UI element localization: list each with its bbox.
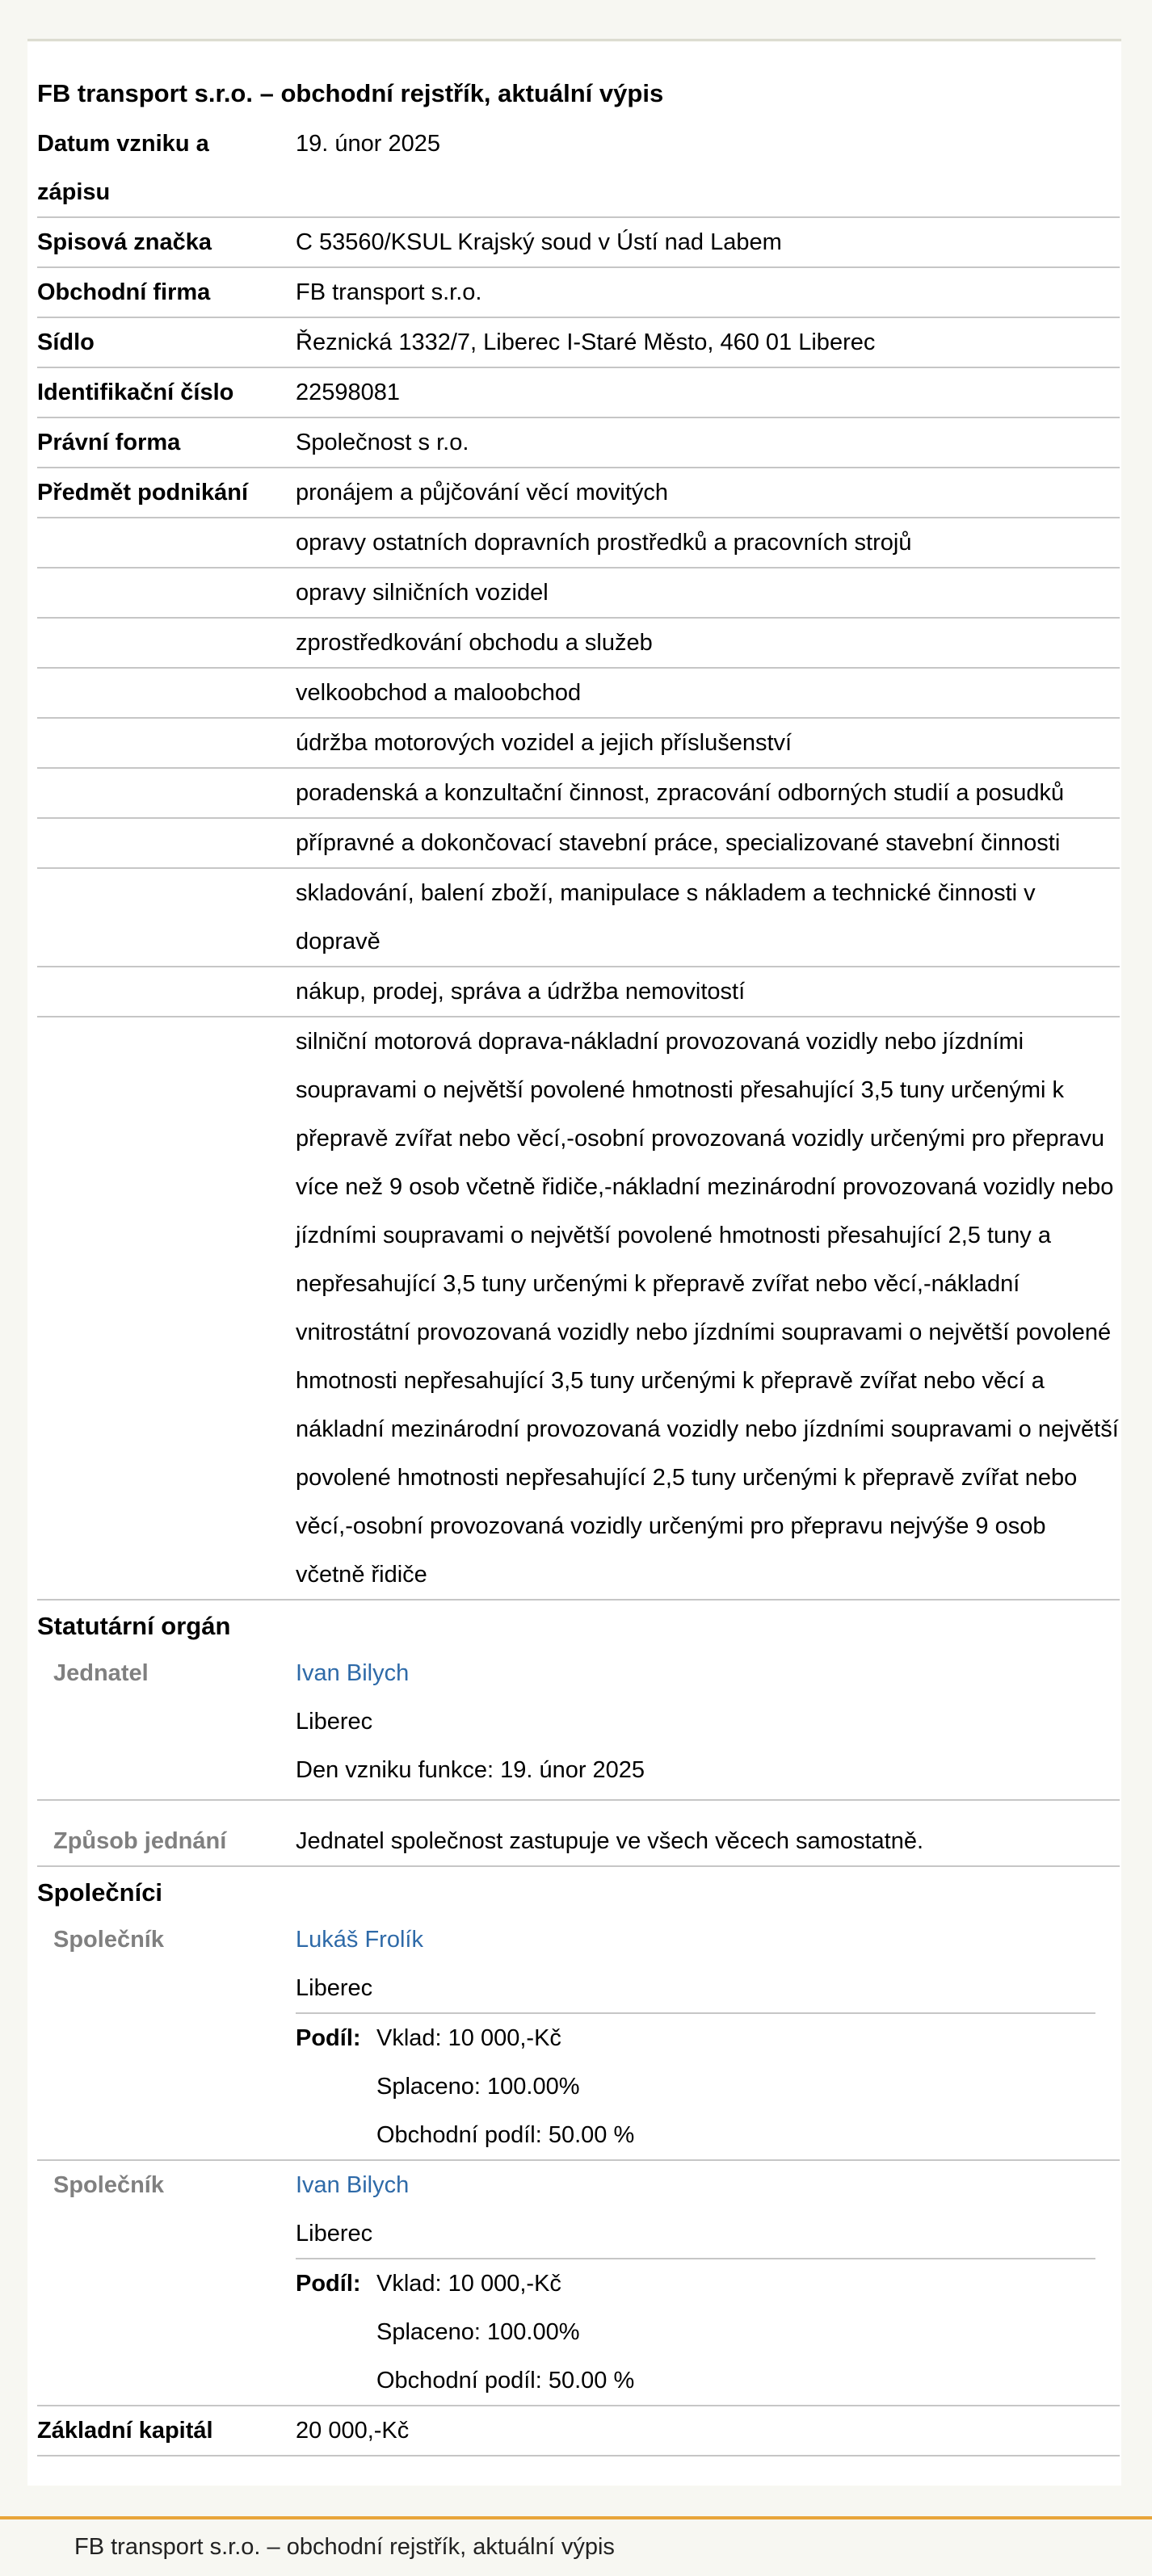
activity-row bbox=[37, 819, 1120, 869]
activity-label: Předmět podnikání bbox=[37, 480, 249, 506]
activity-item: přípravné a dokončovací stavební práce, specializované stavební činnosti bbox=[296, 830, 1061, 856]
person-link[interactable]: Ivan Bilych bbox=[296, 2172, 410, 2198]
zpusob-jednani-value: Jednatel společnost zastupuje ve všech věcech samostatně. bbox=[296, 1828, 924, 1854]
field-label: Sídlo bbox=[37, 329, 95, 355]
footer-divider bbox=[0, 2516, 1152, 2519]
activity-item: silniční motorová doprava-nákladní provozovaná vozidly nebo jízdními soupravami o největší povolené hmotnosti přesahující 3,5 tuny určenými k přepravě zvířat nebo věcí,-osobní provozovaná vozidly určenými pro přepravu více než 9 osob včetně řidiče,-nákladní mezinárodní provozovaná vozidly nebo jízdními soupravami o největší povolené hmotnosti přesahující 2,5 tuny a nepřesahující 3,5 tuny určenými k přepravě zvířat nebo věcí,-nákladní vnitrostátní provozovaná vozidly nebo jízdními soupravami o největší povolené hmotnosti nepřesahující 3,5 tuny určenými k přepravě zvířat nebo věcí a nákladní mezinárodní provozovaná vozidly nebo jízdními soupravami o největší povolené hmotnosti nepřesahující 2,5 tuny určenými k přepravě zvířat nebo věcí,-osobní provozovaná vozidly určenými pro přepravu nejvýše 9 osob včetně řidiče bbox=[296, 1029, 1119, 1588]
activity-item: pronájem a půjčování věcí movitých bbox=[296, 480, 668, 506]
activity-row bbox=[37, 518, 1120, 568]
activity-item: zprostředkování obchodu a služeb bbox=[296, 630, 653, 656]
activity-item: poradenská a konzultační činnost, zpracování odborných studií a posudků bbox=[296, 780, 1065, 806]
share-ratio: Obchodní podíl: 50.00 % bbox=[376, 2368, 635, 2393]
activity-item: nákup, prodej, správa a údržba nemovitostí bbox=[296, 979, 746, 1005]
field-label: Spisová značka bbox=[37, 229, 212, 255]
activity-row bbox=[37, 669, 1120, 719]
activity-row bbox=[37, 468, 1120, 518]
footer-text: FB transport s.r.o. – obchodní rejstřík, aktuální výpis bbox=[74, 2534, 615, 2560]
capital-value: 20 000,-Kč bbox=[296, 2418, 410, 2444]
field-label: Identifikační číslo bbox=[37, 380, 234, 405]
field-row-pravni-forma bbox=[37, 418, 1120, 468]
share-block bbox=[296, 2012, 1095, 2159]
jednatel-label: Jednatel bbox=[53, 1660, 149, 1686]
shareholder-row bbox=[37, 1915, 1120, 2161]
person-city: Liberec bbox=[296, 2221, 373, 2247]
activity-row bbox=[37, 568, 1120, 619]
person-city: Liberec bbox=[296, 1709, 373, 1735]
activity-row bbox=[37, 1017, 1120, 1601]
activity-row bbox=[37, 967, 1120, 1017]
shareholder-row bbox=[37, 2161, 1120, 2406]
field-label: Obchodní firma bbox=[37, 279, 211, 305]
activity-row bbox=[37, 769, 1120, 819]
capital-row bbox=[37, 2406, 1120, 2456]
field-label: Datum vzniku a zápisu bbox=[37, 131, 209, 205]
register-extract-card bbox=[27, 42, 1121, 2486]
person-link[interactable]: Lukáš Frolík bbox=[296, 1927, 423, 1953]
shareholder-label: Společník bbox=[53, 1927, 164, 1953]
share-ratio: Obchodní podíl: 50.00 % bbox=[376, 2122, 635, 2148]
jednatel-row bbox=[37, 1649, 1120, 1801]
page-title: FB transport s.r.o. – obchodní rejstřík, aktuální výpis bbox=[37, 79, 664, 107]
share-deposit: Vklad: 10 000,-Kč bbox=[376, 2025, 561, 2051]
field-row-datum bbox=[37, 120, 1120, 218]
share-label: Podíl: bbox=[296, 2025, 361, 2051]
activity-item: skladování, balení zboží, manipulace s nákladem a technické činnosti v dopravě bbox=[296, 880, 1036, 954]
share-deposit: Vklad: 10 000,-Kč bbox=[376, 2271, 561, 2297]
field-row-obchodni-firma bbox=[37, 268, 1120, 318]
field-row-ico bbox=[37, 368, 1120, 418]
activity-item: údržba motorových vozidel a jejich příslušenství bbox=[296, 730, 793, 756]
activity-item: velkoobchod a maloobchod bbox=[296, 680, 582, 706]
field-label: Právní forma bbox=[37, 430, 181, 455]
function-start: Den vzniku funkce: 19. únor 2025 bbox=[296, 1757, 645, 1783]
share-paid: Splaceno: 100.00% bbox=[376, 2074, 580, 2100]
activity-item: opravy silničních vozidel bbox=[296, 580, 549, 606]
activity-row bbox=[37, 719, 1120, 769]
section-heading-statutarni: Statutární orgán bbox=[37, 1612, 231, 1640]
activity-item: opravy ostatních dopravních prostředků a pracovních strojů bbox=[296, 530, 912, 556]
activity-row bbox=[37, 619, 1120, 669]
person-link[interactable]: Ivan Bilych bbox=[296, 1660, 410, 1686]
section-heading-spolecnici: Společníci bbox=[37, 1878, 163, 1907]
zpusob-jednani-row bbox=[37, 1801, 1120, 1867]
field-row-spisova-znacka bbox=[37, 218, 1120, 268]
activity-row bbox=[37, 869, 1120, 967]
field-value: 22598081 bbox=[296, 380, 401, 405]
field-value: FB transport s.r.o. bbox=[296, 279, 482, 305]
field-value: 19. únor 2025 bbox=[296, 131, 440, 157]
capital-label: Základní kapitál bbox=[37, 2418, 213, 2444]
field-value: Společnost s r.o. bbox=[296, 430, 469, 455]
field-value: Řeznická 1332/7, Liberec I-Staré Město, 460 01 Liberec bbox=[296, 329, 876, 355]
extract-content bbox=[37, 42, 1120, 2456]
share-block bbox=[296, 2258, 1095, 2405]
field-value: C 53560/KSUL Krajský soud v Ústí nad Labem bbox=[296, 229, 782, 255]
zpusob-jednani-label: Způsob jednání bbox=[53, 1828, 227, 1854]
share-label: Podíl: bbox=[296, 2271, 361, 2297]
shareholder-label: Společník bbox=[53, 2172, 164, 2198]
field-row-sidlo bbox=[37, 318, 1120, 368]
top-divider bbox=[27, 39, 1121, 41]
share-paid: Splaceno: 100.00% bbox=[376, 2319, 580, 2345]
person-city: Liberec bbox=[296, 1975, 373, 2001]
